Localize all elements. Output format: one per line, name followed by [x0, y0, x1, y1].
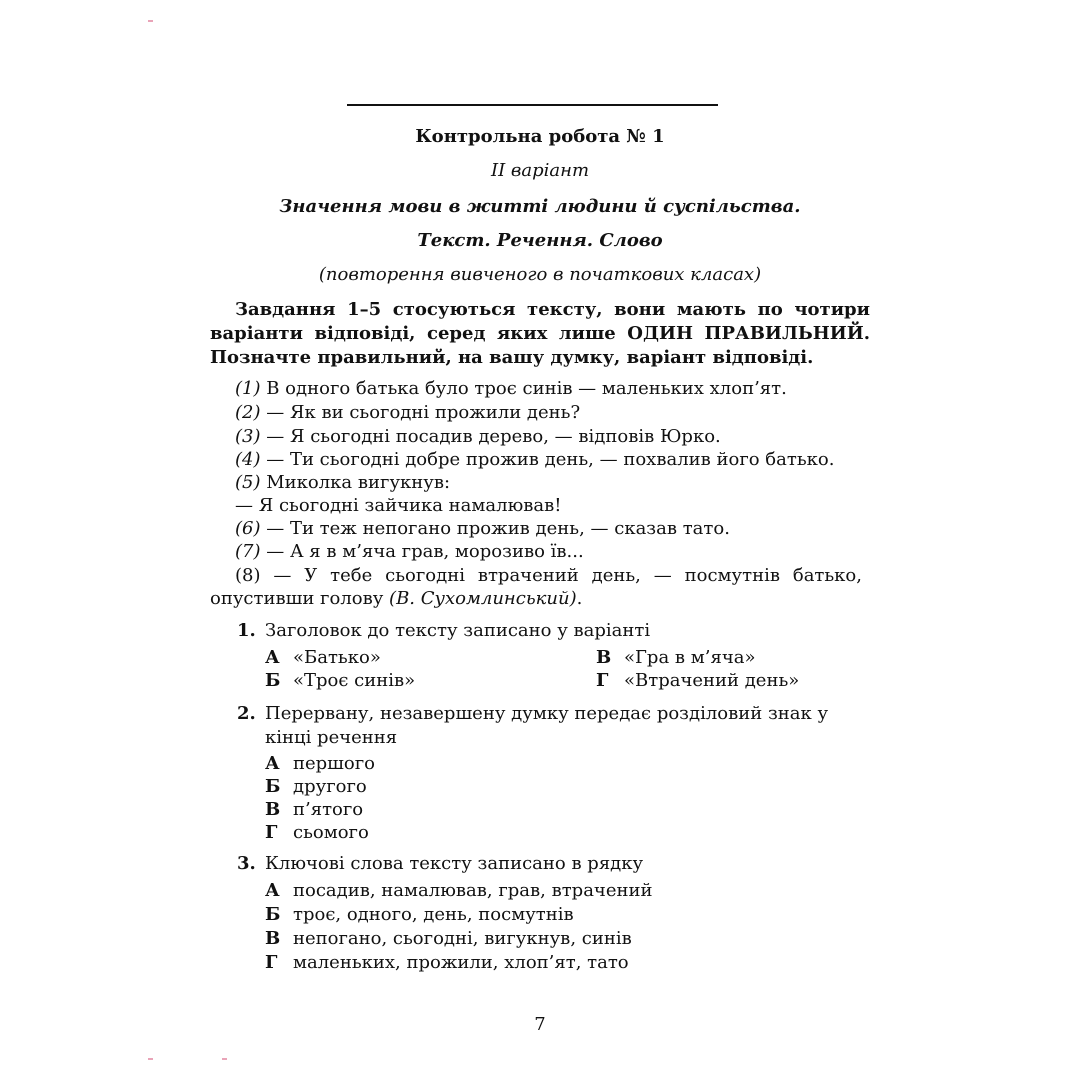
question-3 [237, 852, 862, 876]
text-line [235, 541, 584, 563]
answer-option[interactable] [265, 880, 652, 902]
answer-option[interactable] [265, 952, 629, 974]
text-line [235, 402, 580, 424]
question-2 [237, 702, 862, 750]
author-citation: (В. Сухомлинський) [389, 588, 577, 609]
header-rule [347, 104, 718, 106]
topic-heading: Значення мови в житті людини й суспільства. [279, 196, 801, 217]
topic-note: (повторення вивченого в початкових класах) [318, 264, 762, 285]
option-text: посадив, намалював, грав, втрачений [293, 880, 653, 901]
sentence-number: (4) [235, 449, 261, 470]
answer-option[interactable] [265, 799, 363, 821]
subtopic-heading: Текст. Речення. Слово [417, 230, 663, 251]
scan-mark [148, 1058, 153, 1060]
sentence-text: — А я в м’яча грав, морозиво їв... [266, 541, 584, 562]
sentence-text: — Як ви сьогодні прожили день? [266, 402, 581, 423]
answer-option[interactable] [265, 776, 367, 798]
option-letter: А [265, 753, 280, 774]
option-letter: Г [265, 822, 278, 843]
option-text: другого [293, 776, 367, 797]
text-line [235, 518, 730, 540]
question-number: 3. [237, 853, 256, 874]
page-title: Контрольна робота № 1 [415, 126, 665, 147]
text-line [235, 472, 450, 494]
option-letter: В [265, 928, 281, 949]
option-letter: Г [265, 952, 278, 973]
sentence-number: (2) [235, 402, 261, 423]
text-line [235, 495, 561, 517]
scan-mark [222, 1058, 227, 1060]
text-line [235, 378, 787, 400]
answer-option[interactable] [265, 753, 375, 775]
option-letter: Б [265, 776, 281, 797]
question-number: 1. [237, 620, 256, 641]
question-text: Ключові слова тексту записано в рядку [265, 853, 644, 874]
sentence-number: (1) [235, 378, 261, 399]
answer-option[interactable] [265, 822, 369, 844]
text-line-last [210, 564, 862, 610]
answer-option[interactable] [265, 904, 574, 926]
variant-label: II варіант [490, 160, 590, 181]
option-letter: В [596, 647, 612, 668]
sentence-number: (6) [235, 518, 261, 539]
question-number: 2. [237, 703, 256, 724]
option-letter: Б [265, 670, 281, 691]
answer-option[interactable] [596, 670, 799, 692]
option-text: «Гра в м’яча» [624, 647, 756, 668]
option-letter: А [265, 880, 280, 901]
option-text: маленьких, прожили, хлоп’ят, тато [293, 952, 629, 973]
sentence-number: (8) [235, 565, 261, 586]
option-text: сьомого [293, 822, 369, 843]
sentence-text: — Ти сьогодні добре прожив день, — похвалив його батько. [266, 449, 835, 470]
option-letter: В [265, 799, 281, 820]
sentence-end: . [576, 588, 583, 609]
text-line [235, 426, 721, 448]
answer-option[interactable] [265, 647, 381, 669]
option-text: «Втрачений день» [624, 670, 800, 691]
option-text: п’ятого [293, 799, 364, 820]
sentence-text: — У тебе сьогодні втрачений день, — посмутнів батько, опустивши голову [210, 565, 862, 609]
option-letter: Г [596, 670, 609, 691]
text-line [235, 449, 834, 471]
question-1 [237, 619, 862, 643]
task-instructions: Завдання 1–5 стосуються тексту, вони мають по чотири варіанти відповіді, серед яких лише ОДИН ПРАВИЛЬНИЙ. Позначте правильний, на вашу думку, варіант відповіді. [210, 299, 870, 368]
option-text: «Батько» [293, 647, 381, 668]
answer-option[interactable] [596, 647, 755, 669]
option-letter: Б [265, 904, 281, 925]
option-text: «Троє синів» [293, 670, 416, 691]
option-text: непогано, сьогодні, вигукнув, синів [293, 928, 632, 949]
option-text: троє, одного, день, посмутнів [293, 904, 574, 925]
sentence-text: — Я сьогодні зайчика намалював! [235, 495, 562, 516]
sentence-number: (5) [235, 472, 261, 493]
option-text: першого [293, 753, 376, 774]
answer-option[interactable] [265, 928, 632, 950]
page-number: 7 [534, 1014, 546, 1035]
scan-mark [148, 20, 153, 22]
sentence-text: В одного батька було троє синів — маленьких хлоп’ят. [266, 378, 787, 399]
sentence-number: (7) [235, 541, 261, 562]
sentence-text: — Ти теж непогано прожив день, — сказав тато. [266, 518, 730, 539]
option-letter: А [265, 647, 280, 668]
sentence-number: (3) [235, 426, 261, 447]
question-text: Перервану, незавершену думку передає розділовий знак у кінці речення [265, 703, 829, 748]
question-text: Заголовок до тексту записано у варіанті [265, 620, 651, 641]
sentence-text: — Я сьогодні посадив дерево, — відповів Юрко. [266, 426, 721, 447]
sentence-text: Миколка вигукнув: [266, 472, 451, 493]
answer-option[interactable] [265, 670, 415, 692]
